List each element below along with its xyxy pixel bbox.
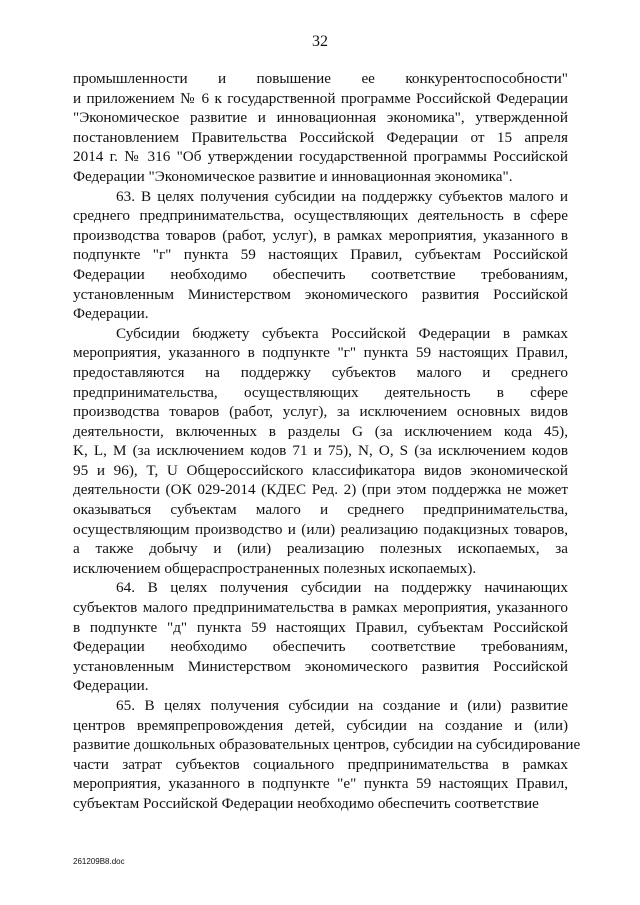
text-line: 2014 г. № 316 "Об утверждении государственной программы Российской bbox=[73, 148, 568, 166]
text-line: мероприятия, указанного в подпункте "г" пункта 59 настоящих Правил, bbox=[73, 344, 568, 362]
text-line: центров времяпрепровождения детей, субсидии на создание и (или) bbox=[73, 716, 568, 734]
text-line: постановлением Правительства Российской Федерации от 15 апреля bbox=[73, 128, 568, 146]
page-number: 32 bbox=[312, 33, 328, 50]
text-line: "Экономическое развитие и инновационная экономика", утвержденной bbox=[73, 109, 568, 127]
text-line: 64. В целях получения субсидии на поддержку начинающих bbox=[116, 579, 568, 597]
text-line: Федерации необходимо обеспечить соответствие требованиям, bbox=[73, 638, 568, 656]
text-line: оказываться субъектам малого и среднего предпринимательства, bbox=[73, 501, 568, 519]
text-line: Федерации. bbox=[73, 305, 149, 323]
text-line: 95 и 96), T, U Общероссийского классификатора видов экономической bbox=[73, 461, 568, 479]
text-line: промышленности и повышение ее конкурентоспособности" bbox=[73, 70, 568, 87]
text-line: предпринимательства, осуществляющих деятельность в сфере bbox=[73, 383, 568, 401]
paragraph bbox=[73, 69, 568, 187]
text-line: субъектов малого предпринимательства в рамках мероприятия, указанного bbox=[73, 599, 568, 617]
text-line: субъектам Российской Федерации необходимо обеспечить соответствие bbox=[73, 794, 539, 812]
paragraph bbox=[73, 187, 568, 324]
paragraph bbox=[73, 696, 581, 814]
text-line: Федерации "Экономическое развитие и инновационная экономика". bbox=[73, 167, 513, 185]
text-line: K, L, M (за исключением кодов 71 и 75), N, O, S (за исключением кодов bbox=[73, 442, 568, 460]
text-line: деятельности (ОК 029-2014 (КДЕС Ред. 2) (при этом поддержка не может bbox=[73, 481, 568, 499]
text-line: Федерации необходимо обеспечить соответствие требованиям, bbox=[73, 265, 568, 283]
text-line: части затрат субъектов социального предпринимательства в рамках bbox=[73, 755, 568, 773]
text-line: Федерации. bbox=[73, 677, 149, 695]
text-line: осуществляющим производство и (или) реализацию подакцизных товаров, bbox=[73, 520, 568, 538]
text-line: и приложением № 6 к государственной программе Российской Федерации bbox=[73, 89, 568, 107]
text-line: 65. В целях получения субсидии на создание и (или) развитие bbox=[116, 697, 568, 714]
text-line: подпункте "г" пункта 59 настоящих Правил, субъектам Российской bbox=[73, 246, 568, 264]
text-line: мероприятия, указанного в подпункте "е" пункта 59 настоящих Правил, bbox=[73, 775, 568, 793]
text-line: установленным Министерством экономического развития Российской bbox=[73, 657, 568, 675]
text-line: производства товаров (работ, услуг), в рамках мероприятия, указанного в bbox=[73, 226, 568, 244]
text-line: предоставляются на поддержку субъектов малого и среднего bbox=[73, 363, 568, 381]
document-body bbox=[73, 69, 581, 814]
text-line: среднего предпринимательства, осуществляющих деятельность в сфере bbox=[73, 207, 568, 225]
text-line: производства товаров (работ, услуг), за исключением основных видов bbox=[73, 403, 568, 421]
text-line: 63. В целях получения субсидии на поддержку субъектов малого и bbox=[116, 187, 568, 205]
text-line: а также добычу и (или) реализацию полезных ископаемых, за bbox=[73, 540, 568, 558]
text-line: Субсидии бюджету субъекта Российской Федерации в рамках bbox=[116, 324, 568, 342]
text-line: установленным Министерством экономического развития Российской bbox=[73, 285, 568, 303]
text-line: исключением общераспространенных полезных ископаемых). bbox=[73, 559, 477, 577]
paragraph bbox=[73, 324, 568, 579]
paragraph bbox=[73, 578, 568, 696]
text-line: деятельности, включенных в разделы G (за исключением кода 45), bbox=[73, 422, 568, 440]
file-name-footer: 261209B8.doc bbox=[73, 857, 125, 866]
text-line: в подпункте "д" пункта 59 настоящих Правил, субъектам Российской bbox=[73, 618, 568, 636]
text-line: развитие дошкольных образовательных центров, субсидии на субсидирование bbox=[73, 736, 581, 754]
